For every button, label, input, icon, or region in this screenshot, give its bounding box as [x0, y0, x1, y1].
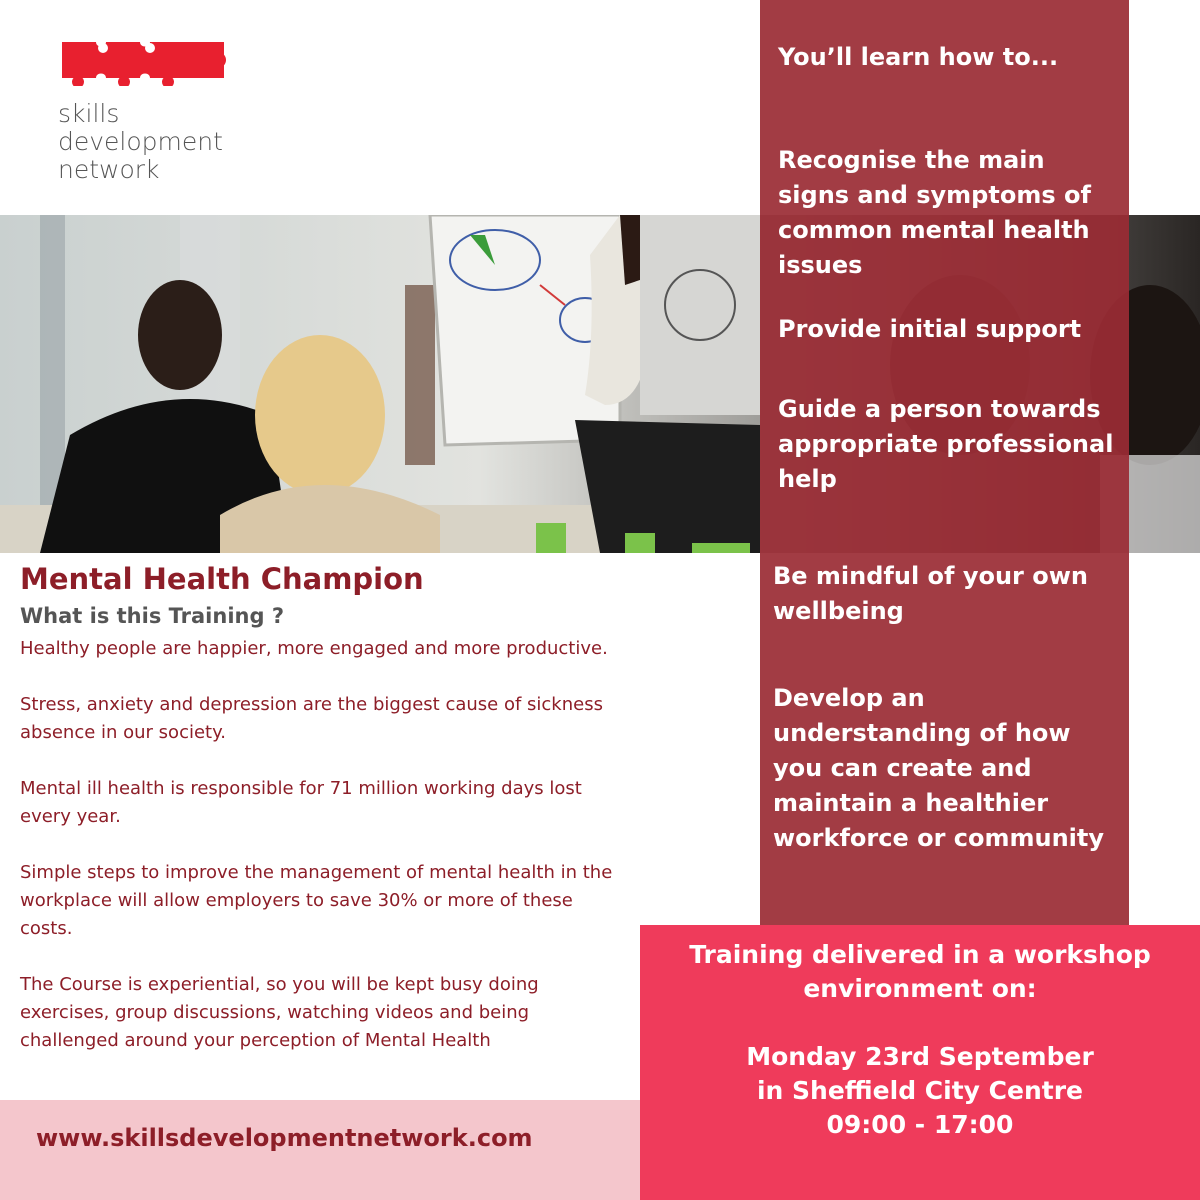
- paragraph: Stress, anxiety and depression are the biggest cause of sickness absence in our society.: [20, 694, 603, 743]
- paragraph: Mental ill health is responsible for 71 million working days lost every year.: [20, 778, 582, 827]
- logo-wordmark: skills development network: [58, 99, 223, 184]
- website-link[interactable]: www.skillsdevelopmentnetwork.com: [36, 1124, 533, 1152]
- section-subtitle: What is this Training ?: [20, 604, 285, 628]
- session-date: Monday 23rd September: [746, 1042, 1094, 1071]
- learn-item: Recognise the main signs and symptoms of common mental health issues: [778, 146, 1091, 279]
- session-info-text: [640, 938, 1200, 1142]
- brand-logo: [58, 40, 258, 184]
- learn-item: Develop an understanding of how you can create and maintain a healthier workforce or community: [773, 684, 1105, 852]
- learn-item: Be mindful of your own wellbeing: [773, 562, 1088, 625]
- delivery-line: environment on:: [803, 974, 1037, 1003]
- paragraph: Simple steps to improve the management of mental health in the workplace will allow employers to save 30% or more of these costs.: [20, 862, 613, 939]
- learn-item: Provide initial support: [778, 315, 1082, 343]
- paragraph: Healthy people are happier, more engaged and more productive.: [20, 638, 608, 659]
- learn-heading: You’ll learn how to...: [778, 43, 1059, 71]
- puzzle-logo-icon: [58, 40, 228, 86]
- delivery-line: Training delivered in a workshop: [689, 940, 1151, 969]
- session-location: in Sheffield City Centre: [756, 1076, 1084, 1105]
- learn-item: Guide a person towards appropriate professional help: [778, 395, 1114, 493]
- session-time: 09:00 - 17:00: [826, 1110, 1014, 1139]
- description-text: [20, 635, 620, 1083]
- paragraph: The Course is experiential, so you will be kept busy doing exercises, group discussions, watching videos and being challenged around your perception of Mental Health: [20, 974, 539, 1051]
- page-title: Mental Health Champion: [20, 562, 424, 596]
